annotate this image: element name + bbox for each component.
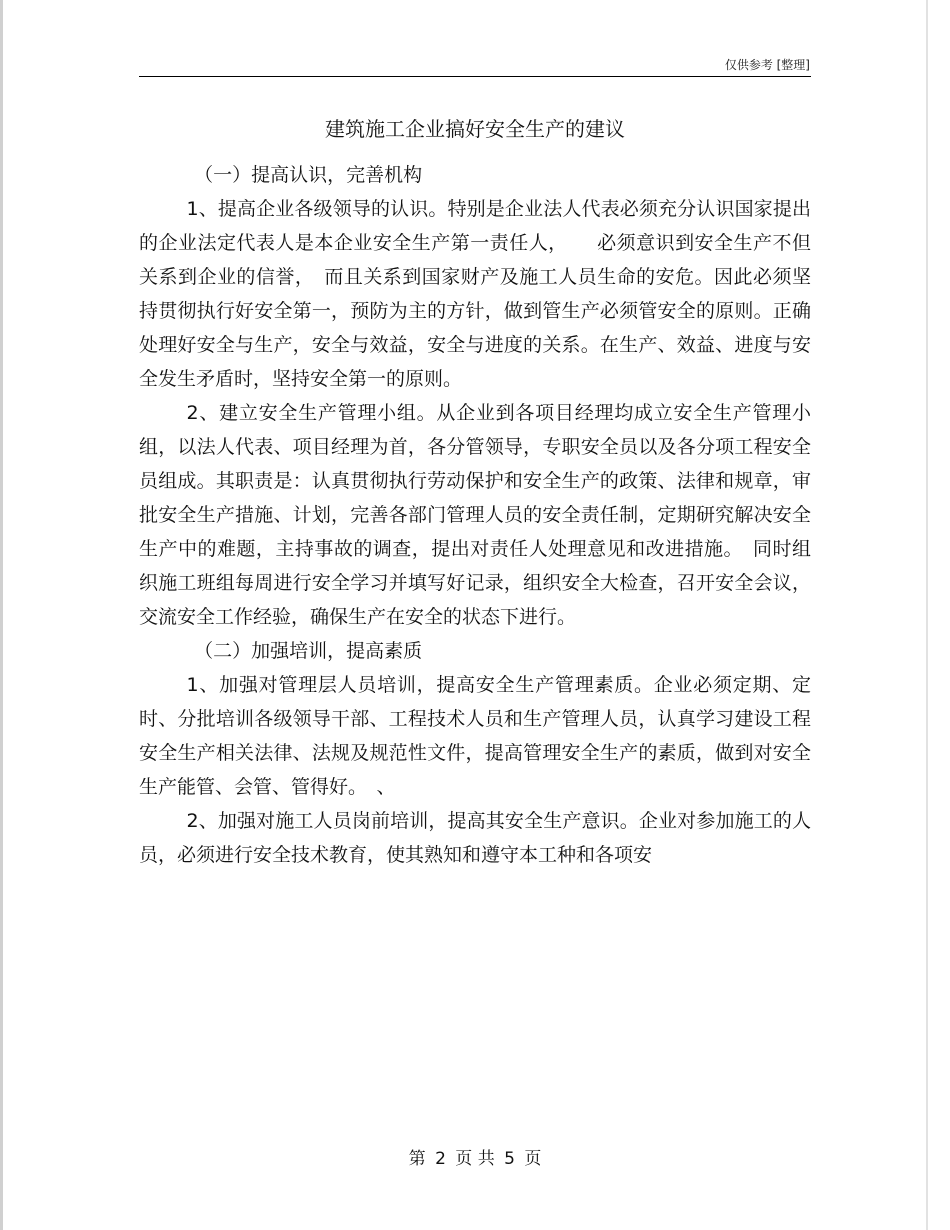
- page-label-prefix: 第: [408, 1149, 426, 1169]
- page-current: 2: [435, 1149, 446, 1169]
- page-edge-left: [0, 0, 3, 1230]
- header-rule: [139, 76, 811, 77]
- section-2-paragraph-1: 1、加强对管理层人员培训，提高安全生产管理素质。企业必须定期、定时、分批培训各级领导干部、工程技术人员和生产管理人员，认真学习建设工程安全生产相关法律、法规及规范性文件，提高管理安全生产的素质，做到对安全生产能管、会管、管得好。 、: [139, 674, 811, 798]
- document-title: 建筑施工企业搞好安全生产的建议: [325, 117, 625, 141]
- page-label-suffix: 页: [524, 1149, 542, 1169]
- page-label-mid: 页 共: [455, 1149, 495, 1169]
- section-1-paragraph-1: 1、提高企业各级领导的认识。特别是企业法人代表必须充分认识国家提出的企业法定代表人是本企业安全生产第一责任人， 必须意识到安全生产不但关系到企业的信誉， 而且关系到国家财产及施工人员生命的安危。因此必须坚持贯彻执行好安全第一，预防为主的方针，做到管生产必须管安全的原则。正确处理好安全与生产，安全与效益，安全与进度的关系。在生产、效益、进度与安全发生矛盾时，坚持安全第一的原则。: [139, 198, 811, 390]
- section-1-paragraph-2: 2、建立安全生产管理小组。从企业到各项目经理均成立安全生产管理小组，以法人代表、项目经理为首，各分管领导，专职安全员以及各分项工程安全员组成。其职责是：认真贯彻执行劳动保护和安全生产的政策、法律和规章，审批安全生产措施、计划，完善各部门管理人员的安全责任制，定期研究解决安全生产中的难题，主持事故的调查，提出对责任人处理意见和改进措施。 同时组织施工班组每周进行安全学习并填写好记录，组织安全大检查，召开安全会议，交流安全工作经验，确保生产在安全的状态下进行。: [139, 402, 811, 628]
- document-body: [139, 158, 811, 872]
- section-2-paragraph-2: 2、加强对施工人员岗前培训，提高其安全生产意识。企业对参加施工的人员，必须进行安全技术教育，使其熟知和遵守本工种和各项安: [139, 810, 811, 866]
- page-total: 5: [504, 1149, 515, 1169]
- section-heading-2: （二）加强培训，提高素质: [194, 640, 423, 662]
- page-edge-right: [926, 0, 928, 1230]
- page-number-footer: [139, 1148, 811, 1170]
- header-note: 仅供参考 [整理]: [724, 58, 810, 72]
- section-heading-1: （一）提高认识，完善机构: [194, 164, 423, 186]
